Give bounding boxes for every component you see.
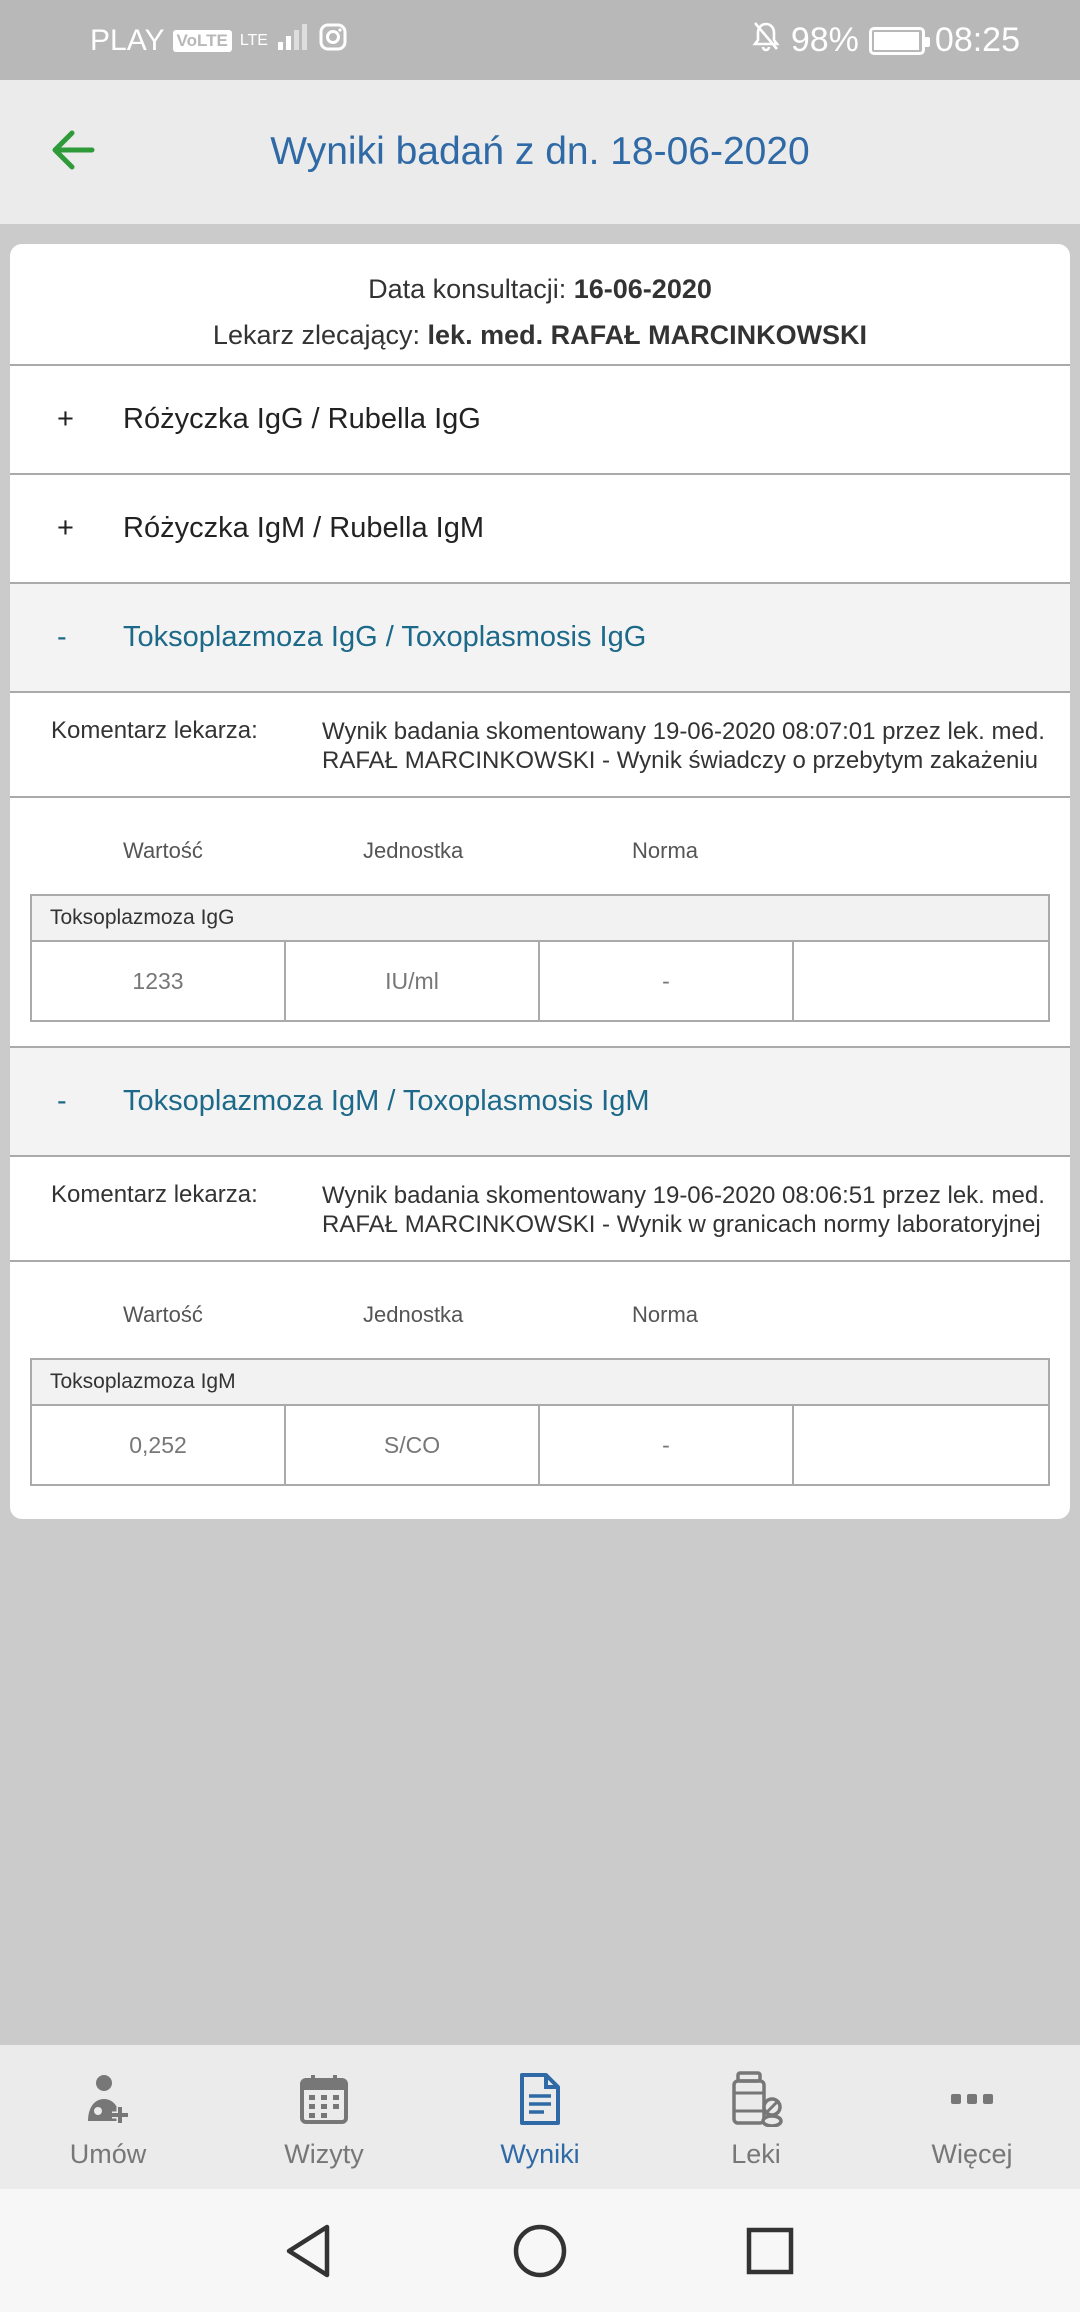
- column-header-norm: Norma: [632, 1302, 699, 1327]
- result-value: 1233: [32, 942, 286, 1020]
- nav-label: Wyniki: [500, 2139, 580, 2169]
- pills-icon: [726, 2069, 786, 2129]
- system-nav-bar: [0, 2189, 1080, 2312]
- nav-label: Leki: [731, 2139, 781, 2169]
- result-row: [32, 1406, 1048, 1484]
- result-unit: IU/ml: [286, 942, 540, 1020]
- clock: 08:25: [934, 21, 1020, 59]
- nav-label: Umów: [69, 2139, 147, 2169]
- comment-line: RAFAŁ MARCINKOWSKI - Wynik w granicach normy laboratoryjnej: [322, 1211, 1041, 1238]
- square-recents-icon: [745, 2226, 795, 2276]
- doctor-comment: [10, 693, 1070, 798]
- collapse-sign: -: [57, 1085, 67, 1117]
- result-norm: -: [540, 942, 794, 1020]
- section-title: Różyczka IgM / Rubella IgM: [123, 512, 485, 544]
- result-value: 0,252: [32, 1406, 286, 1484]
- result-table: [30, 1358, 1050, 1486]
- system-home-button[interactable]: [508, 2219, 572, 2283]
- triangle-back-icon: [283, 2223, 333, 2279]
- expand-sign: +: [57, 512, 74, 544]
- system-recents-button[interactable]: [738, 2219, 802, 2283]
- consultation-meta: [10, 244, 1070, 366]
- more-dots-icon: [942, 2069, 1002, 2129]
- section-title: Różyczka IgG / Rubella IgG: [123, 403, 481, 435]
- document-icon: [510, 2069, 570, 2129]
- comment-label: Komentarz lekarza:: [51, 1181, 258, 1208]
- column-header-value: Wartość: [123, 838, 203, 863]
- nav-label: Więcej: [931, 2139, 1013, 2169]
- instagram-icon: [318, 22, 348, 60]
- status-right: [751, 20, 1020, 61]
- bell-off-icon: [751, 20, 781, 61]
- app-header: [0, 80, 1080, 224]
- collapse-sign: -: [57, 621, 67, 653]
- result-extra: [794, 942, 1048, 1020]
- section-title: Toksoplazmoza IgG / Toxoplasmosis IgG: [123, 621, 647, 653]
- result-block: [10, 798, 1070, 1048]
- system-back-button[interactable]: [276, 2219, 340, 2283]
- consult-date-row: [10, 266, 1070, 312]
- nav-label: Wizyty: [284, 2139, 364, 2169]
- comment-label: Komentarz lekarza:: [51, 717, 258, 744]
- results-card: [10, 244, 1070, 1519]
- nav-item-wiecej[interactable]: [864, 2045, 1080, 2189]
- signal-icon: [276, 22, 310, 60]
- nav-item-umow[interactable]: [0, 2045, 216, 2189]
- battery-percent: 98%: [790, 21, 859, 59]
- result-table: [30, 894, 1050, 1022]
- column-header-unit: Jednostka: [363, 1302, 464, 1327]
- comment-line: Wynik badania skomentowany 19-06-2020 08:06:51 przez lek. med.: [322, 1182, 1045, 1209]
- bottom-nav: [0, 2045, 1080, 2189]
- section-title: Toksoplazmoza IgM / Toxoplasmosis IgM: [123, 1085, 650, 1117]
- battery-icon: [869, 27, 925, 55]
- volte-badge: VoLTE: [173, 30, 232, 52]
- result-unit: S/CO: [286, 1406, 540, 1484]
- section-header-rubella-igm[interactable]: [10, 475, 1070, 584]
- test-name: Toksoplazmoza IgG: [32, 896, 1048, 942]
- circle-home-icon: [512, 2223, 568, 2279]
- doctor-name: lek. med. RAFAŁ MARCINKOWSKI: [427, 320, 868, 350]
- consult-date: 16-06-2020: [573, 274, 712, 304]
- result-block: [10, 1262, 1070, 1512]
- nav-item-leki[interactable]: [648, 2045, 864, 2189]
- column-header-value: Wartość: [123, 1302, 203, 1327]
- section-header-rubella-igg[interactable]: [10, 366, 1070, 475]
- result-norm: -: [540, 1406, 794, 1484]
- network-type: LTE: [239, 32, 268, 49]
- test-name: Toksoplazmoza IgM: [32, 1360, 1048, 1406]
- consult-date-label: Data konsultacji:: [368, 274, 567, 304]
- doctor-row: [10, 312, 1070, 358]
- status-left: [90, 22, 348, 60]
- status-bar: [0, 0, 1080, 80]
- column-header-unit: Jednostka: [363, 838, 464, 863]
- column-header-norm: Norma: [632, 838, 699, 863]
- result-row: [32, 942, 1048, 1020]
- nav-item-wyniki[interactable]: [432, 2045, 648, 2189]
- result-extra: [794, 1406, 1048, 1484]
- doctor-label: Lekarz zlecający:: [212, 320, 421, 350]
- nav-item-wizyty[interactable]: [216, 2045, 432, 2189]
- comment-text: [322, 1181, 1070, 1260]
- doctor-comment: [10, 1157, 1070, 1262]
- section-header-toxo-igg[interactable]: [10, 584, 1070, 693]
- page-title: Wyniki badań z dn. 18-06-2020: [270, 130, 810, 173]
- comment-line: Wynik badania skomentowany 19-06-2020 08:07:01 przez lek. med.: [322, 718, 1045, 745]
- comment-line: RAFAŁ MARCINKOWSKI - Wynik świadczy o przebytym zakażeniu: [322, 747, 1038, 774]
- carrier-name: PLAY: [90, 24, 165, 57]
- section-header-toxo-igm[interactable]: [10, 1048, 1070, 1157]
- calendar-icon: [294, 2069, 354, 2129]
- battery-fill: [874, 32, 919, 50]
- expand-sign: +: [57, 403, 74, 435]
- doctor-add-icon: [78, 2069, 138, 2129]
- comment-text: [322, 717, 1070, 796]
